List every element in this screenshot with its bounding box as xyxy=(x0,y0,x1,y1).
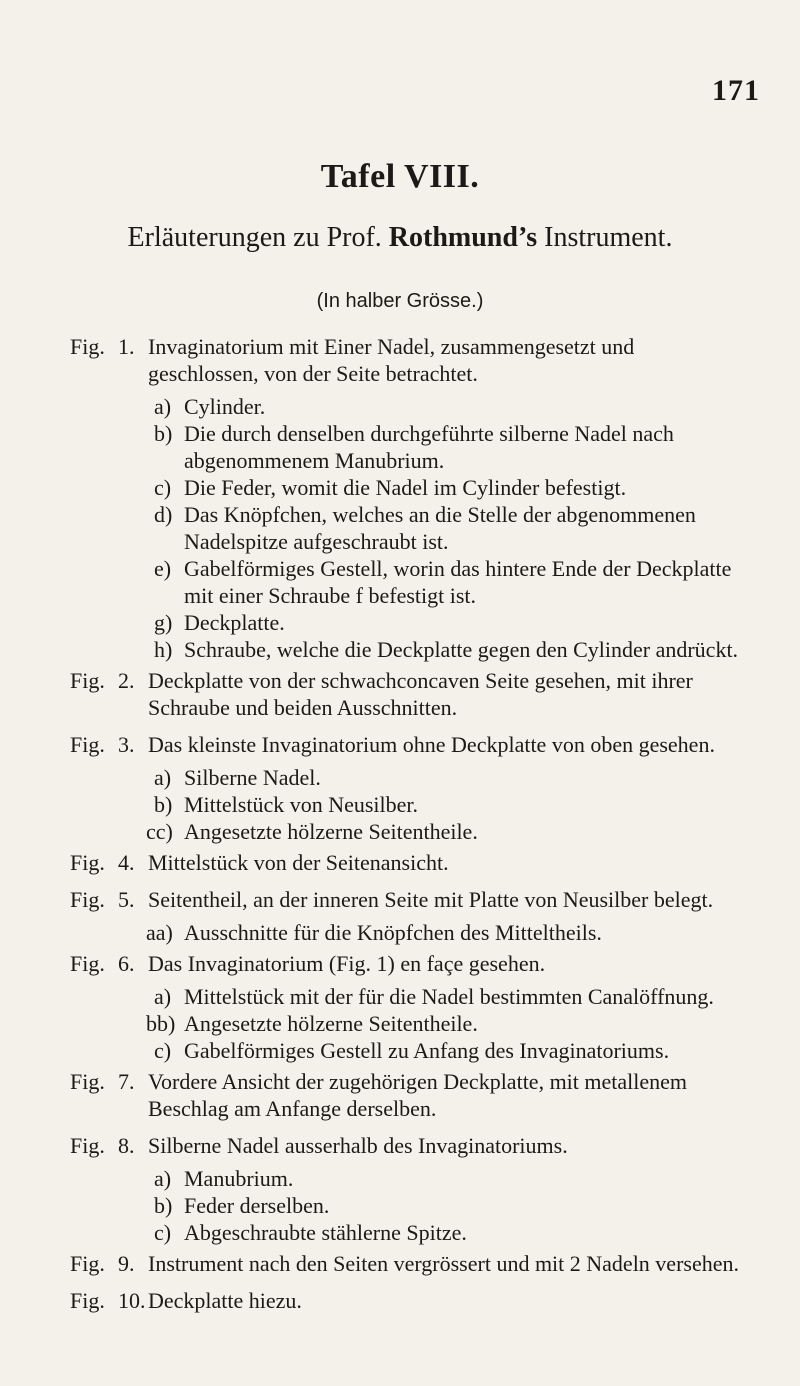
figure-description xyxy=(118,667,740,721)
figure-entry xyxy=(0,950,800,977)
figure-text: Silberne Nadel ausserhalb des Invaginatoriums. xyxy=(148,1133,568,1158)
plate-title: Tafel VIII. xyxy=(320,158,480,195)
figure-part-item xyxy=(154,1192,740,1219)
figure-number: 6. xyxy=(118,951,135,976)
figure-entry xyxy=(0,1250,800,1277)
figure-entry xyxy=(0,1068,800,1122)
figure-text: Seitentheil, an der inneren Seite mit Platte von Neusilber belegt. xyxy=(148,887,714,912)
figure-part-item xyxy=(146,919,740,946)
figure-description xyxy=(118,1250,740,1277)
figure-number: 3. xyxy=(118,732,135,757)
part-text: Gabelförmiges Gestell zu Anfang des Invaginatoriums. xyxy=(184,1038,670,1063)
figure-description xyxy=(118,1132,740,1159)
figure-label: Fig. xyxy=(70,732,105,757)
figure-part-item xyxy=(154,393,740,420)
part-text: Silberne Nadel. xyxy=(184,765,321,790)
part-key: bb) xyxy=(146,1011,176,1036)
figure-part-item xyxy=(154,1037,740,1064)
figure-text: Das kleinste Invaginatorium ohne Deckplatte von oben gesehen. xyxy=(148,732,715,757)
figure-label: Fig. xyxy=(70,850,105,875)
figure-text: Invaginatorium mit Einer Nadel, zusammengesetzt und geschlossen, von der Seite betrachtet. xyxy=(148,334,635,386)
part-text: Gabelförmiges Gestell, worin das hintere Ende der Deckplatte mit einer Schraube f befestigt ist. xyxy=(184,556,732,608)
figure-part-item xyxy=(154,420,740,474)
figure-entry xyxy=(0,333,800,387)
figure-number: 4. xyxy=(118,850,135,875)
part-key: b) xyxy=(154,421,173,446)
part-key: d) xyxy=(154,502,173,527)
part-key: a) xyxy=(154,765,172,790)
figure-entry xyxy=(0,667,800,721)
part-text: Mittelstück mit der für die Nadel bestimmten Canalöffnung. xyxy=(184,984,714,1009)
figure-label: Fig. xyxy=(70,887,105,912)
figure-label: Fig. xyxy=(70,951,105,976)
part-text: Deckplatte. xyxy=(184,610,285,635)
part-key: g) xyxy=(154,610,173,635)
figure-part-item xyxy=(146,818,740,845)
part-key: h) xyxy=(154,637,173,662)
plate-subtitle xyxy=(0,222,800,254)
figure-number: 1. xyxy=(118,334,135,359)
figure-description xyxy=(118,731,740,758)
part-text: Ausschnitte für die Knöpfchen des Mitteltheils. xyxy=(184,920,602,945)
part-text: Abgeschraubte stählerne Spitze. xyxy=(184,1220,467,1245)
page-number: 171 xyxy=(712,74,760,107)
figure-part-item xyxy=(154,555,740,609)
part-key: c) xyxy=(154,1038,172,1063)
figure-text: Vordere Ansicht der zugehörigen Deckplatte, mit metallenem Beschlag am Anfange derselben. xyxy=(148,1069,688,1121)
part-text: Das Knöpfchen, welches an die Stelle der abgenommenen Nadelspitze aufgeschraubt ist. xyxy=(184,502,696,554)
figure-label: Fig. xyxy=(70,668,105,693)
subtitle-prefix: Erläuterungen zu Prof. xyxy=(127,222,389,253)
subtitle-suffix: Instrument. xyxy=(537,222,673,253)
figure-text: Instrument nach den Seiten vergrössert und mit 2 Nadeln versehen. xyxy=(148,1251,739,1276)
figure-label: Fig. xyxy=(70,1251,105,1276)
part-key: a) xyxy=(154,394,172,419)
figure-entry xyxy=(0,731,800,758)
figure-gap xyxy=(0,1320,800,1324)
part-key: aa) xyxy=(146,920,173,945)
part-text: Die Feder, womit die Nadel im Cylinder befestigt. xyxy=(184,475,627,500)
figure-part-item xyxy=(154,474,740,501)
figure-description xyxy=(118,886,740,913)
part-text: Die durch denselben durchgeführte silberne Nadel nach abgenommenem Manubrium. xyxy=(184,421,674,473)
figure-part-item xyxy=(154,764,740,791)
figure-number: 7. xyxy=(118,1069,135,1094)
figure-text: Das Invaginatorium (Fig. 1) en façe gesehen. xyxy=(148,951,546,976)
part-key: c) xyxy=(154,1220,172,1245)
figure-text: Mittelstück von der Seitenansicht. xyxy=(148,850,449,875)
figure-part-item xyxy=(154,501,740,555)
part-key: b) xyxy=(154,792,173,817)
subtitle-name: Rothmund’s xyxy=(388,222,538,253)
figure-number: 9. xyxy=(118,1251,135,1276)
figure-label: Fig. xyxy=(70,1133,105,1158)
part-text: Schraube, welche die Deckplatte gegen den Cylinder andrückt. xyxy=(184,637,739,662)
figure-part-item xyxy=(154,1219,740,1246)
figure-label: Fig. xyxy=(70,1288,105,1313)
part-text: Manubrium. xyxy=(184,1166,294,1191)
part-key: c) xyxy=(154,475,172,500)
figure-list xyxy=(0,333,800,1324)
figure-description xyxy=(118,333,740,387)
figure-number: 10. xyxy=(118,1288,146,1313)
figure-text: Deckplatte von der schwachconcaven Seite gesehen, mit ihrer Schraube und beiden Ausschnitten. xyxy=(148,668,693,720)
part-text: Mittelstück von Neusilber. xyxy=(184,792,419,817)
figure-part-item xyxy=(154,1165,740,1192)
part-key: cc) xyxy=(146,819,173,844)
figure-number: 5. xyxy=(118,887,135,912)
figure-text: Deckplatte hiezu. xyxy=(148,1288,302,1313)
figure-part-item xyxy=(154,636,740,663)
figure-number: 2. xyxy=(118,668,135,693)
figure-part-item xyxy=(146,1010,740,1037)
figure-entry xyxy=(0,849,800,876)
part-text: Feder derselben. xyxy=(184,1193,330,1218)
figure-entry xyxy=(0,886,800,913)
part-key: e) xyxy=(154,556,172,581)
figure-label: Fig. xyxy=(70,1069,105,1094)
figure-label: Fig. xyxy=(70,334,105,359)
part-text: Cylinder. xyxy=(184,394,266,419)
part-key: a) xyxy=(154,1166,172,1191)
figure-description xyxy=(118,1287,740,1314)
figure-part-item xyxy=(154,609,740,636)
figure-description xyxy=(118,950,740,977)
part-text: Angesetzte hölzerne Seitentheile. xyxy=(184,819,478,844)
part-key: b) xyxy=(154,1193,173,1218)
scale-note: (In halber Grösse.) xyxy=(316,290,484,312)
figure-entry xyxy=(0,1132,800,1159)
figure-part-item xyxy=(154,791,740,818)
part-key: a) xyxy=(154,984,172,1009)
figure-description xyxy=(118,849,740,876)
figure-number: 8. xyxy=(118,1133,135,1158)
figure-description xyxy=(118,1068,740,1122)
part-text: Angesetzte hölzerne Seitentheile. xyxy=(184,1011,478,1036)
figure-entry xyxy=(0,1287,800,1314)
figure-part-item xyxy=(154,983,740,1010)
